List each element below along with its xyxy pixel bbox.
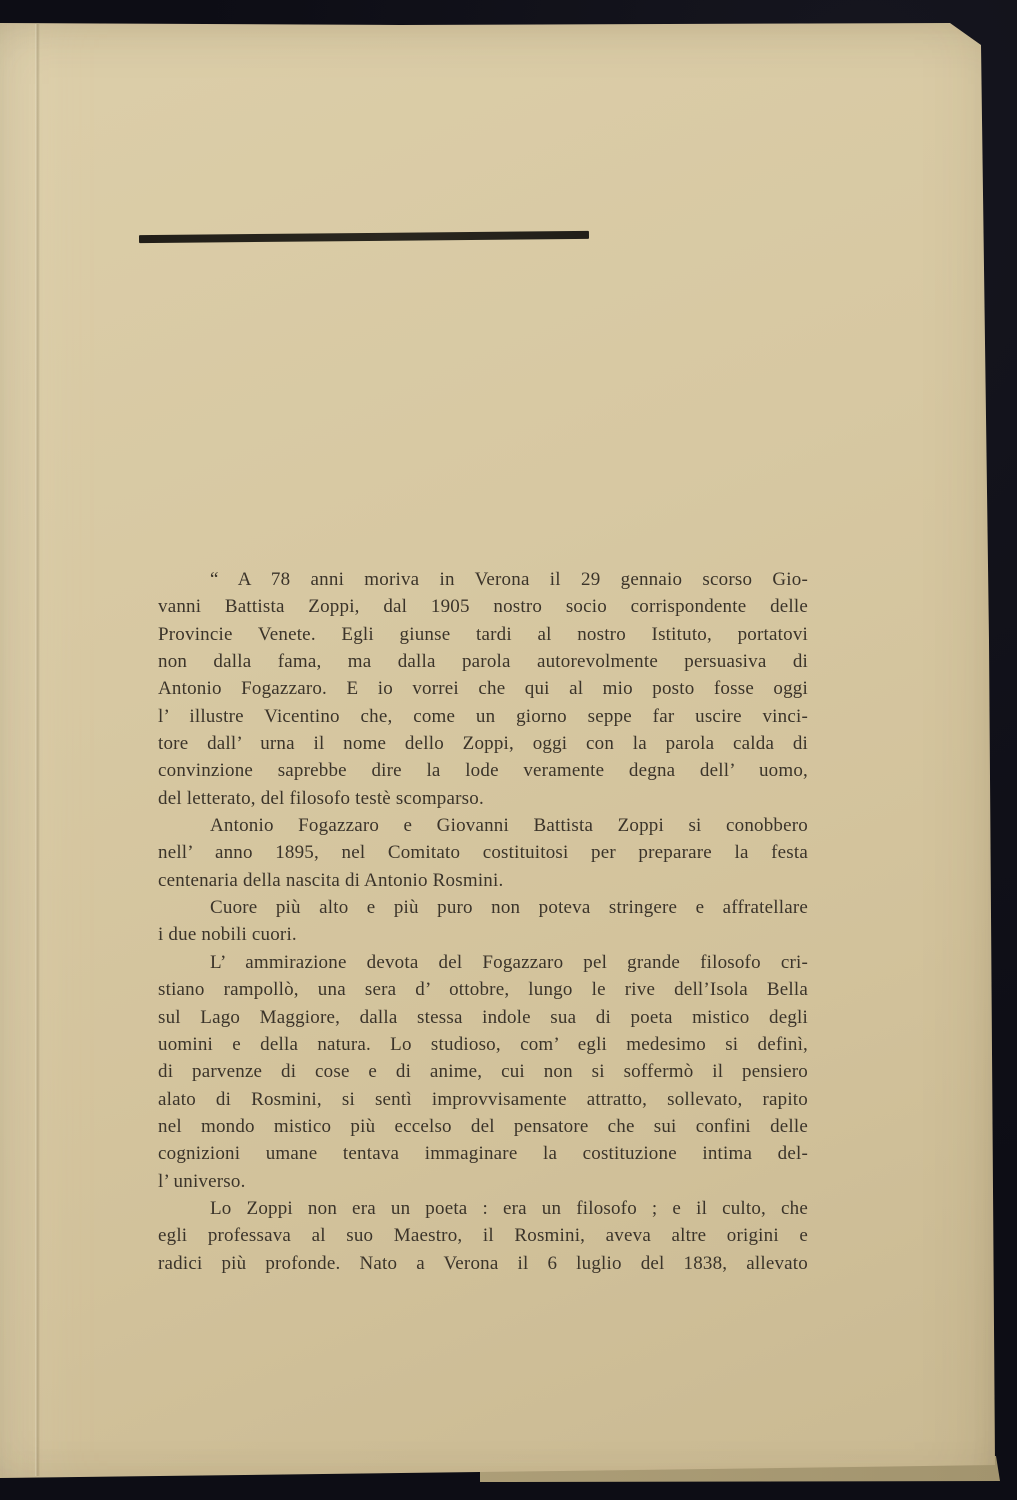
text-line: L’ ammirazione devota del Fogazzaro pel grande filosofo cri-: [210, 951, 808, 973]
text-line: convinzione saprebbe dire la lode veramente degna dell’ uomo,: [158, 760, 808, 782]
text-line: centenaria della nascita di Antonio Rosmini.: [158, 869, 504, 891]
text-line: Cuore più alto e più puro non poteva stringere e affratellare: [210, 897, 808, 919]
text-line: “ A 78 anni moriva in Verona il 29 gennaio scorso Gio-: [210, 569, 808, 590]
page-fold-crease: [35, 24, 40, 1476]
text-line: l’ universo.: [158, 1170, 246, 1192]
text-line: tore dall’ urna il nome dello Zoppi, oggi con la parola calda di: [158, 733, 808, 755]
text-line: Antonio Fogazzaro. E io vorrei che qui al mio posto fosse oggi: [158, 678, 808, 700]
text-line: stiano rampollò, una sera d’ ottobre, lungo le rive dell’Isola Bella: [158, 979, 808, 1001]
text-line: di parvenze di cose e di anime, cui non si soffermò il pensiero: [158, 1061, 808, 1083]
text-line: Lo Zoppi non era un poeta : era un filosofo ; e il culto, che: [210, 1197, 808, 1219]
text-line: Provincie Venete. Egli giunse tardi al nostro Istituto, portatovi: [158, 623, 808, 645]
text-line: l’ illustre Vicentino che, come un giorno seppe far uscire vinci-: [158, 705, 808, 727]
text-line: uomini e della natura. Lo studioso, com’ egli medesimo si definì,: [158, 1033, 808, 1055]
text-line: Antonio Fogazzaro e Giovanni Battista Zoppi si conobbero: [210, 815, 808, 837]
text-line: radici più profonde. Nato a Verona il 6 luglio del 1838, allevato: [158, 1252, 808, 1274]
text-line: cognizioni umane tentava immaginare la costituzione intima del-: [158, 1143, 808, 1165]
text-line: vanni Battista Zoppi, dal 1905 nostro socio corrispondente delle: [158, 596, 808, 618]
text-block: [158, 566, 808, 1277]
text-line: nel mondo mistico più eccelso del pensatore che sui confini delle: [158, 1115, 808, 1137]
text-line: alato di Rosmini, si sentì improvvisamente attratto, sollevato, rapito: [158, 1088, 808, 1110]
text-line: del letterato, del filosofo testè scomparso.: [158, 787, 484, 809]
text-line: i due nobili cuori.: [158, 924, 297, 946]
text-line: non dalla fama, ma dalla parola autorevolmente persuasiva di: [158, 651, 808, 673]
text-line: egli professava al suo Maestro, il Rosmini, aveva altre origini e: [158, 1225, 808, 1247]
text-line: nell’ anno 1895, nel Comitato costituitosi per preparare la festa: [158, 842, 808, 864]
text-line: sul Lago Maggiore, dalla stessa indole sua di poeta mistico degli: [158, 1006, 808, 1028]
